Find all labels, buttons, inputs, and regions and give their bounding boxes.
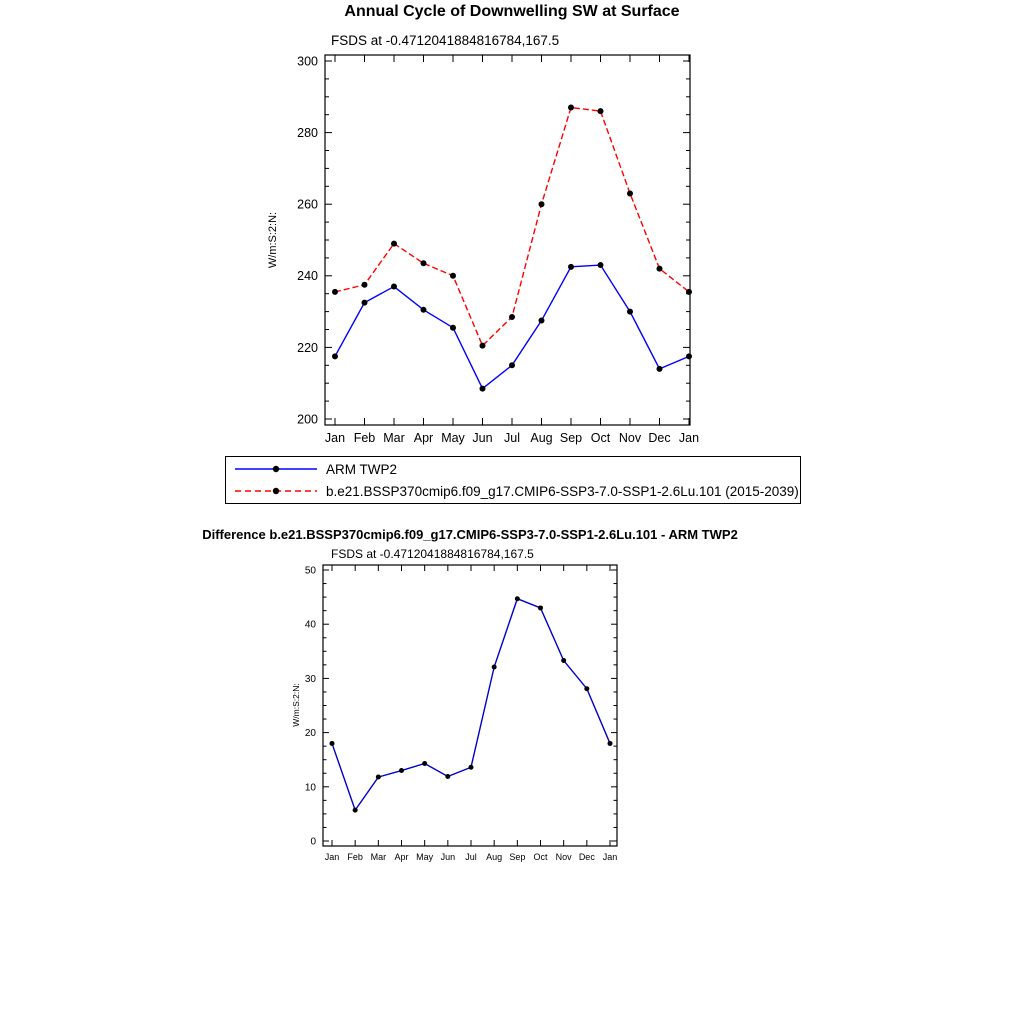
x-tick-label: Jan xyxy=(324,431,346,445)
data-point-marker xyxy=(657,266,663,272)
x-tick-label: Oct xyxy=(590,431,611,445)
x-tick-label: May xyxy=(416,852,434,862)
legend-line-sample-dashed xyxy=(232,482,320,500)
data-point-marker xyxy=(561,658,566,663)
series-line xyxy=(335,265,689,389)
x-tick-label: Aug xyxy=(486,852,503,862)
data-point-marker xyxy=(421,307,427,313)
x-tick-label: Feb xyxy=(347,852,363,862)
difference-plot-series-0 xyxy=(330,596,613,812)
x-tick-label: Jul xyxy=(465,852,477,862)
y-tick-label: 220 xyxy=(297,340,318,355)
x-tick-label: Sep xyxy=(509,852,526,862)
data-point-marker xyxy=(450,325,456,331)
x-tick-label: Dec xyxy=(578,852,595,862)
data-point-marker xyxy=(539,201,545,207)
chart2-subtitle: FSDS at -0.4712041884816784,167.5 xyxy=(331,547,534,561)
data-point-marker xyxy=(450,273,456,279)
y-tick-label: 20 xyxy=(304,728,316,740)
x-tick-label: May xyxy=(441,431,465,445)
data-point-marker xyxy=(657,366,663,372)
data-point-marker xyxy=(598,262,604,268)
data-point-marker xyxy=(608,741,613,746)
series-line xyxy=(332,599,610,810)
data-point-marker xyxy=(422,761,427,766)
y-tick-label: 0 xyxy=(310,836,316,848)
series-line xyxy=(335,108,689,346)
data-point-marker xyxy=(686,353,692,359)
x-tick-label: Mar xyxy=(383,431,405,445)
axis-ticks xyxy=(323,565,617,846)
chart1-subtitle: FSDS at -0.4712041884816784,167.5 xyxy=(331,33,560,48)
x-tick-label: Nov xyxy=(618,431,642,445)
x-tick-label: Feb xyxy=(353,431,376,445)
annual-cycle-plot-series-1 xyxy=(332,105,692,349)
data-point-marker xyxy=(391,284,397,290)
y-tick-label: 40 xyxy=(304,619,316,631)
data-point-marker xyxy=(515,596,520,601)
legend-entry-arm-twp2 xyxy=(232,459,800,479)
data-point-marker xyxy=(330,741,335,746)
data-point-marker xyxy=(568,264,574,270)
data-point-marker xyxy=(421,260,427,266)
annual-cycle-plot-series-0 xyxy=(332,262,692,392)
y-tick-label: 10 xyxy=(304,782,316,794)
chart2-title: Difference b.e21.BSSP370cmip6.f09_g17.CMIP6-SSP3-7.0-SSP1-2.6Lu.101 - ARM TWP2 xyxy=(202,527,738,542)
legend-line-sample-solid xyxy=(232,460,320,478)
data-point-marker xyxy=(445,774,450,779)
data-point-marker xyxy=(332,353,338,359)
x-tick-label: Mar xyxy=(370,852,387,862)
x-tick-label: Jun xyxy=(472,431,493,445)
data-point-marker xyxy=(584,686,589,691)
legend-box xyxy=(225,456,801,504)
data-point-marker xyxy=(480,386,486,392)
legend-label-arm-twp2: ARM TWP2 xyxy=(326,461,398,477)
x-tick-label: Oct xyxy=(533,852,548,862)
data-point-marker xyxy=(598,108,604,114)
legend-marker-dot xyxy=(273,466,279,472)
chart2-y-axis-label: W/m:S:2:N: xyxy=(291,683,301,727)
x-tick-label: Aug xyxy=(530,431,553,445)
data-point-marker xyxy=(509,362,515,368)
data-point-marker xyxy=(538,605,543,610)
x-tick-label: Nov xyxy=(555,852,572,862)
data-point-marker xyxy=(568,105,574,111)
plot-frame xyxy=(323,565,617,846)
data-point-marker xyxy=(353,808,358,813)
data-point-marker xyxy=(362,300,368,306)
x-tick-label: Jul xyxy=(504,431,520,445)
data-point-marker xyxy=(627,309,633,315)
y-tick-label: 260 xyxy=(297,197,318,212)
y-tick-label: 50 xyxy=(304,565,316,577)
x-tick-label: Jan xyxy=(678,431,700,445)
tick-labels xyxy=(305,566,617,863)
annual-cycle-plot xyxy=(297,54,699,445)
data-point-marker xyxy=(686,289,692,295)
legend-entry-model xyxy=(232,481,800,501)
chart1-title: Annual Cycle of Downwelling SW at Surface xyxy=(344,3,680,20)
x-tick-label: Jan xyxy=(324,852,340,862)
y-tick-label: 240 xyxy=(297,269,318,284)
data-point-marker xyxy=(509,314,515,320)
data-point-marker xyxy=(391,241,397,247)
x-tick-label: Dec xyxy=(648,431,671,445)
x-tick-label: Jun xyxy=(440,852,456,862)
data-point-marker xyxy=(469,765,474,770)
chart1-y-axis-label: W/m:S:2:N: xyxy=(267,211,279,269)
data-point-marker xyxy=(627,190,633,196)
data-point-marker xyxy=(539,318,545,324)
y-tick-label: 200 xyxy=(297,412,318,427)
x-tick-label: Apr xyxy=(394,852,409,862)
legend-marker-dot xyxy=(273,488,279,494)
data-point-marker xyxy=(332,289,338,295)
data-point-marker xyxy=(492,665,497,670)
tick-labels xyxy=(297,54,699,445)
y-tick-label: 30 xyxy=(304,673,316,685)
legend-label-model: b.e21.BSSP370cmip6.f09_g17.CMIP6-SSP3-7.0-SSP1-2.6Lu.101 (2015-2039) xyxy=(326,483,799,499)
data-point-marker xyxy=(399,768,404,773)
y-tick-label: 280 xyxy=(297,125,318,140)
data-point-marker xyxy=(480,343,486,349)
x-tick-label: Jan xyxy=(602,852,618,862)
data-point-marker xyxy=(362,282,368,288)
x-tick-label: Apr xyxy=(413,431,434,445)
data-point-marker xyxy=(376,775,381,780)
y-tick-label: 300 xyxy=(297,54,318,69)
x-tick-label: Sep xyxy=(559,431,583,445)
difference-plot xyxy=(305,565,617,862)
